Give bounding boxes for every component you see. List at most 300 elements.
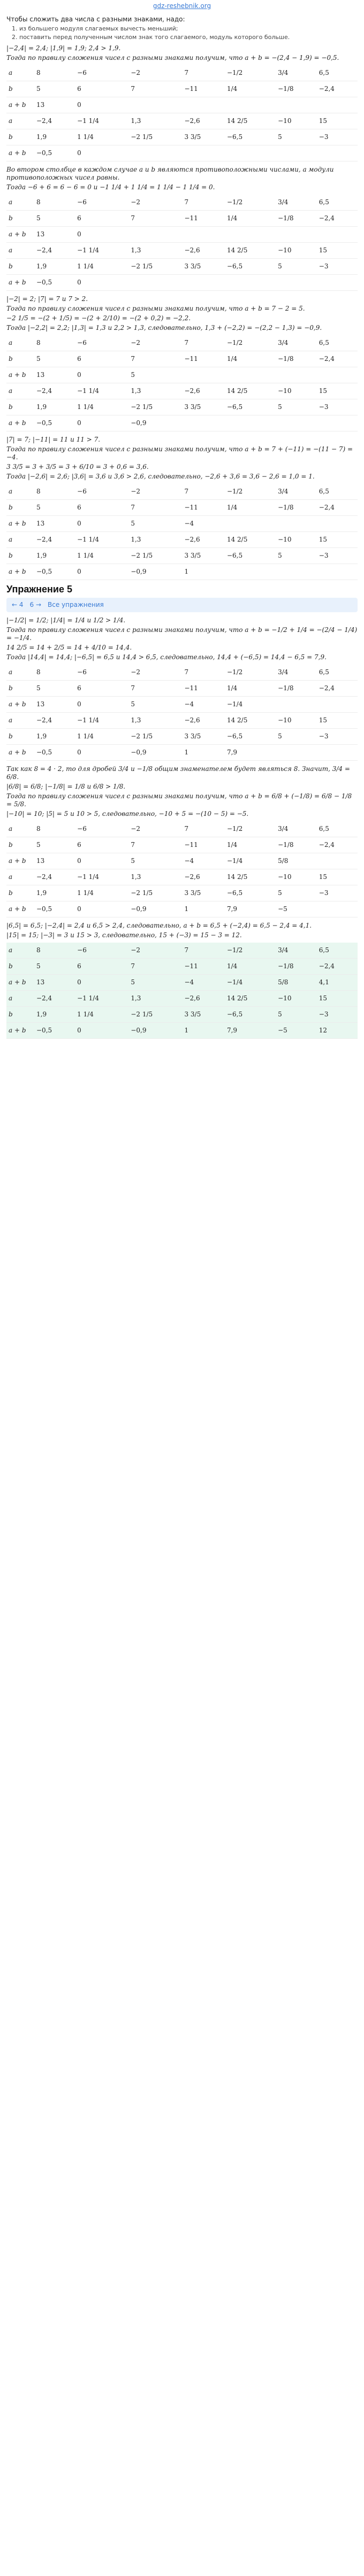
table-cell: 5 xyxy=(276,399,317,415)
table-row xyxy=(6,243,358,259)
table-cell xyxy=(225,97,276,113)
table-cell: 7 xyxy=(128,351,182,367)
row-label: a + b xyxy=(6,975,34,991)
row-label: a xyxy=(6,821,34,837)
table-cell: −2 xyxy=(128,821,182,837)
row-label: a xyxy=(6,665,34,681)
table-cell: −6,5 xyxy=(225,729,276,745)
table-cell: −6 xyxy=(75,65,128,81)
table-cell: 3/4 xyxy=(276,484,317,500)
table-cell: −0,5 xyxy=(34,145,75,161)
table-cell: 13 xyxy=(34,853,75,869)
table-cell: 1,3 xyxy=(128,113,182,129)
table-cell: −2,4 xyxy=(317,959,358,975)
table-cell xyxy=(225,275,276,291)
table-cell: 14 2/5 xyxy=(225,113,276,129)
row-label: a + b xyxy=(6,853,34,869)
table-cell: 6,5 xyxy=(317,943,358,959)
table-cell: −1/8 xyxy=(276,959,317,975)
table-row xyxy=(6,484,358,500)
table-cell: 5 xyxy=(34,351,75,367)
values-table xyxy=(6,943,358,1039)
row-label: a xyxy=(6,243,34,259)
table-cell xyxy=(276,275,317,291)
table-cell xyxy=(182,227,225,243)
exercise-pager xyxy=(6,598,358,612)
table-cell: 6 xyxy=(75,959,128,975)
table-cell: 6 xyxy=(75,81,128,97)
table-cell: 6 xyxy=(75,351,128,367)
table-cell: 8 xyxy=(34,65,75,81)
table-cell: 1/4 xyxy=(225,681,276,697)
table-cell: −2,6 xyxy=(182,383,225,399)
table-cell: −2 1/5 xyxy=(128,129,182,145)
table-cell: −2 xyxy=(128,484,182,500)
table-cell xyxy=(128,275,182,291)
row-label: a + b xyxy=(6,516,34,532)
table-cell: −6 xyxy=(75,484,128,500)
table-cell: 0 xyxy=(75,227,128,243)
table-cell: −1 1/4 xyxy=(75,713,128,729)
table-cell: 7,9 xyxy=(225,1023,276,1039)
table-cell: 3 3/5 xyxy=(182,399,225,415)
table-cell: 1 xyxy=(182,564,225,580)
table-cell: 0 xyxy=(75,901,128,917)
table-cell: 12 xyxy=(317,1023,358,1039)
table-cell: −0,9 xyxy=(128,1023,182,1039)
table-cell: 15 xyxy=(317,532,358,548)
table-cell: −2,4 xyxy=(34,991,75,1007)
table-cell: 0 xyxy=(75,275,128,291)
table-cell xyxy=(276,516,317,532)
table-cell: 1,9 xyxy=(34,885,75,901)
table-cell: −3 xyxy=(317,885,358,901)
table-cell: 3 3/5 xyxy=(182,1007,225,1023)
table-cell: 5 xyxy=(34,500,75,516)
explanation-line: Так как 8 = 4 · 2, то для дробей 3/4 и −1/8 общим знаменателем будет являться 8. Значит, 3/4 = 6/8. xyxy=(6,765,350,781)
table-cell: −1/8 xyxy=(276,81,317,97)
row-label: a + b xyxy=(6,697,34,713)
table-cell: −1/2 xyxy=(225,665,276,681)
table-cell: −11 xyxy=(182,837,225,853)
table-row xyxy=(6,975,358,991)
table-cell: 6 xyxy=(75,681,128,697)
table-cell: −0,9 xyxy=(128,901,182,917)
table-row xyxy=(6,901,358,917)
table-cell: 15 xyxy=(317,113,358,129)
table-cell: −5 xyxy=(276,1023,317,1039)
table-cell: −1/2 xyxy=(225,335,276,351)
table-cell: 3/4 xyxy=(276,65,317,81)
table-cell: 5 xyxy=(128,367,182,383)
table-row xyxy=(6,275,358,291)
table-cell: −4 xyxy=(182,516,225,532)
table-cell: −1/2 xyxy=(225,195,276,211)
explanation-line: Тогда по правилу сложения чисел с разными знаками получим, что a + b = −1/2 + 1/4 = −(2/4 − 1/4) = −1/4. xyxy=(6,626,358,642)
explanation-line: Тогда −6 + 6 = 6 − 6 = 0 и −1 1/4 + 1 1/4 = 1 1/4 − 1 1/4 = 0. xyxy=(6,183,215,191)
table-cell: −11 xyxy=(182,81,225,97)
row-label: b xyxy=(6,211,34,227)
table-cell: 7,9 xyxy=(225,745,276,761)
table-row xyxy=(6,367,358,383)
table-cell xyxy=(225,516,276,532)
row-label: b xyxy=(6,837,34,853)
table-cell: −1 1/4 xyxy=(75,383,128,399)
table-cell: 14 2/5 xyxy=(225,869,276,885)
table-cell: −2 1/5 xyxy=(128,1007,182,1023)
table-cell xyxy=(276,564,317,580)
table-cell xyxy=(182,97,225,113)
table-cell: 1,9 xyxy=(34,399,75,415)
table-cell: 1/4 xyxy=(225,837,276,853)
table-cell: −6,5 xyxy=(225,1007,276,1023)
values-table xyxy=(6,335,358,431)
explanation-line: |7| = 7; |−11| = 11 и 11 > 7. xyxy=(6,436,101,443)
prev-exercise-link[interactable]: ← 4 xyxy=(12,601,24,608)
table-cell: −2,4 xyxy=(317,81,358,97)
table-cell: −11 xyxy=(182,681,225,697)
table-cell: −2,4 xyxy=(317,681,358,697)
table-cell: 14 2/5 xyxy=(225,713,276,729)
table-cell: 6 xyxy=(75,837,128,853)
table-cell: 8 xyxy=(34,943,75,959)
table-cell: −10 xyxy=(276,383,317,399)
table-cell: 8 xyxy=(34,665,75,681)
row-label: a xyxy=(6,484,34,500)
table-cell: −0,5 xyxy=(34,745,75,761)
table-cell xyxy=(128,97,182,113)
row-label: b xyxy=(6,129,34,145)
table-cell: −2 xyxy=(128,335,182,351)
table-cell xyxy=(182,415,225,431)
table-cell: 7 xyxy=(182,821,225,837)
row-label: a xyxy=(6,195,34,211)
table-cell: 0 xyxy=(75,853,128,869)
table-cell: −6,5 xyxy=(225,399,276,415)
table-cell xyxy=(225,564,276,580)
table-cell: 0 xyxy=(75,367,128,383)
table-cell xyxy=(317,367,358,383)
table-cell: −0,5 xyxy=(34,415,75,431)
table-cell: −1/8 xyxy=(276,837,317,853)
table-cell: −6 xyxy=(75,943,128,959)
table-cell xyxy=(317,853,358,869)
table-cell: 3 3/5 xyxy=(182,259,225,275)
rule-item: 1. из большего модуля слагаемых вычесть меньший; xyxy=(19,25,358,33)
rule-item: 2. поставить перед полученным числом знак того слагаемого, модуль которого больше. xyxy=(19,34,358,41)
table-cell: 7,9 xyxy=(225,901,276,917)
table-cell: 0 xyxy=(75,1023,128,1039)
table-cell: −2,6 xyxy=(182,713,225,729)
table-cell xyxy=(276,697,317,713)
table-cell: −10 xyxy=(276,113,317,129)
table-cell: 1,9 xyxy=(34,259,75,275)
table-cell xyxy=(317,901,358,917)
table-cell: −1/8 xyxy=(276,351,317,367)
table-cell: 0 xyxy=(75,97,128,113)
intro-lead: Чтобы сложить два числа с разными знаками, надо: xyxy=(6,16,185,23)
table-cell xyxy=(276,745,317,761)
table-cell: −10 xyxy=(276,532,317,548)
table-cell: 1 1/4 xyxy=(75,399,128,415)
table-cell: −6 xyxy=(75,335,128,351)
row-label: b xyxy=(6,500,34,516)
table-row xyxy=(6,65,358,81)
table-cell: 13 xyxy=(34,97,75,113)
table-cell: 5 xyxy=(34,959,75,975)
table-row xyxy=(6,729,358,745)
next-exercise-link[interactable]: 6 → xyxy=(29,601,42,608)
table-cell: −1/2 xyxy=(225,943,276,959)
table-cell: −1/2 xyxy=(225,484,276,500)
table-cell: 7 xyxy=(182,665,225,681)
row-label: b xyxy=(6,399,34,415)
table-row xyxy=(6,383,358,399)
table-cell xyxy=(317,145,358,161)
table-cell: −1/8 xyxy=(276,211,317,227)
table-cell: 7 xyxy=(182,484,225,500)
explanation-line: |−1/2| = 1/2; |1/4| = 1/4 и 1/2 > 1/4. xyxy=(6,616,126,624)
table-cell xyxy=(182,145,225,161)
explanation-line: Тогда по правилу сложения чисел с разными знаками получим, что a + b = 6/8 + (−1/8) = 6/8 − 1/8 = 5/8. xyxy=(6,792,352,808)
table-cell: −1/4 xyxy=(225,853,276,869)
table-cell: 5 xyxy=(34,837,75,853)
table-cell: 15 xyxy=(317,869,358,885)
table-cell: 5 xyxy=(276,729,317,745)
table-cell: −2 1/5 xyxy=(128,399,182,415)
table-row xyxy=(6,869,358,885)
table-cell xyxy=(317,564,358,580)
section-title: Упражнение 5 xyxy=(6,584,72,595)
table-cell xyxy=(276,415,317,431)
table-cell: 5 xyxy=(276,129,317,145)
row-label: b xyxy=(6,351,34,367)
explanation-line: |−2| = 2; |7| = 7 и 7 > 2. xyxy=(6,295,88,303)
table-row xyxy=(6,97,358,113)
table-cell xyxy=(128,227,182,243)
table-cell: 15 xyxy=(317,243,358,259)
explanation-line: |6,5| = 6,5; |−2,4| = 2,4 и 6,5 > 2,4, следовательно, a + b = 6,5 + (−2,4) = 6,5 − 2,4 = 4,1. xyxy=(6,922,312,929)
table-cell: −1/2 xyxy=(225,65,276,81)
table-cell: −0,5 xyxy=(34,1023,75,1039)
table-row xyxy=(6,335,358,351)
table-cell xyxy=(317,275,358,291)
table-row xyxy=(6,351,358,367)
table-cell: −3 xyxy=(317,729,358,745)
table-cell: −1 1/4 xyxy=(75,243,128,259)
table-cell: 0 xyxy=(75,745,128,761)
table-row xyxy=(6,665,358,681)
table-cell: −1/4 xyxy=(225,697,276,713)
table-row xyxy=(6,227,358,243)
table-cell: 7 xyxy=(182,195,225,211)
table-cell: −0,5 xyxy=(34,901,75,917)
table-row xyxy=(6,259,358,275)
table-row xyxy=(6,681,358,697)
row-label: a + b xyxy=(6,564,34,580)
table-cell: −10 xyxy=(276,713,317,729)
table-cell: 1 1/4 xyxy=(75,1007,128,1023)
table-cell xyxy=(317,697,358,713)
table-row xyxy=(6,853,358,869)
table-cell: 3 3/5 xyxy=(182,129,225,145)
table-cell: 6,5 xyxy=(317,335,358,351)
table-cell: −2,4 xyxy=(317,500,358,516)
table-cell: −10 xyxy=(276,869,317,885)
row-label: a + b xyxy=(6,745,34,761)
table-cell: −6 xyxy=(75,665,128,681)
table-cell: 1 1/4 xyxy=(75,548,128,564)
table-cell xyxy=(225,367,276,383)
table-cell: −0,9 xyxy=(128,415,182,431)
table-cell: −2 1/5 xyxy=(128,729,182,745)
explanation-line: 14 2/5 = 14 + 2/5 = 14 + 4/10 = 14,4. xyxy=(6,644,132,651)
table-cell: −0,9 xyxy=(128,745,182,761)
row-label: a + b xyxy=(6,227,34,243)
table-cell xyxy=(317,745,358,761)
table-cell: −2,4 xyxy=(34,383,75,399)
table-cell: 6,5 xyxy=(317,665,358,681)
table-cell: 5 xyxy=(276,259,317,275)
table-cell: 5/8 xyxy=(276,975,317,991)
table-cell: 14 2/5 xyxy=(225,532,276,548)
table-cell: 3 3/5 xyxy=(182,729,225,745)
table-row xyxy=(6,500,358,516)
row-label: b xyxy=(6,81,34,97)
table-cell: −2,4 xyxy=(34,869,75,885)
all-exercises-link[interactable]: Все упражнения xyxy=(48,601,104,608)
table-row xyxy=(6,113,358,129)
table-cell: 0 xyxy=(75,975,128,991)
table-cell: −2 xyxy=(128,195,182,211)
explanation-line: Тогда по правилу сложения чисел с разными знаками получим, что a + b = 7 − 2 = 5. xyxy=(6,305,305,312)
solution-blocks-part-2 xyxy=(6,616,358,1039)
table-cell: −6,5 xyxy=(225,548,276,564)
table-cell: −3 xyxy=(317,259,358,275)
table-cell xyxy=(317,227,358,243)
table-cell: 8 xyxy=(34,335,75,351)
row-label: b xyxy=(6,885,34,901)
table-cell: 1,3 xyxy=(128,532,182,548)
explanation-line: |6/8| = 6/8; |−1/8| = 1/8 и 6/8 > 1/8. xyxy=(6,783,126,790)
table-cell: 5 xyxy=(276,548,317,564)
table-cell: −1/8 xyxy=(276,500,317,516)
table-row xyxy=(6,1023,358,1039)
table-cell: −2 1/5 xyxy=(128,548,182,564)
table-cell: −1 1/4 xyxy=(75,113,128,129)
explanation-line: Тогда |−2,2| = 2,2; |1,3| = 1,3 и 2,2 > 1,3, следовательно, 1,3 + (−2,2) = −(2,2 − 1,3) = −0,9. xyxy=(6,324,322,331)
table-cell: 15 xyxy=(317,713,358,729)
table-cell: 3/4 xyxy=(276,665,317,681)
explanation-line: Тогда по правилу сложения чисел с разными знаками получим, что a + b = 7 + (−11) = −(11 − 7) = −4. xyxy=(6,445,353,461)
table-cell: 0 xyxy=(75,516,128,532)
table-cell: −1 1/4 xyxy=(75,869,128,885)
table-cell: 13 xyxy=(34,697,75,713)
table-cell xyxy=(276,145,317,161)
table-cell xyxy=(128,145,182,161)
table-row xyxy=(6,713,358,729)
table-cell: −4 xyxy=(182,853,225,869)
table-cell: 14 2/5 xyxy=(225,991,276,1007)
table-cell: 8 xyxy=(34,484,75,500)
table-cell: 1 1/4 xyxy=(75,129,128,145)
table-cell: −2,4 xyxy=(34,113,75,129)
table-cell: 5 xyxy=(128,697,182,713)
row-label: b xyxy=(6,1007,34,1023)
row-label: b xyxy=(6,959,34,975)
table-cell xyxy=(317,516,358,532)
table-cell: 3/4 xyxy=(276,195,317,211)
table-cell: 3 3/5 xyxy=(182,885,225,901)
table-cell: −2,6 xyxy=(182,243,225,259)
table-cell: −11 xyxy=(182,211,225,227)
table-cell xyxy=(317,415,358,431)
table-cell: 7 xyxy=(128,81,182,97)
table-cell: 5/8 xyxy=(276,853,317,869)
table-cell: 7 xyxy=(128,837,182,853)
row-label: a xyxy=(6,335,34,351)
table-cell: 7 xyxy=(128,211,182,227)
table-cell: 8 xyxy=(34,821,75,837)
table-cell: −6,5 xyxy=(225,129,276,145)
values-table xyxy=(6,665,358,761)
table-cell: −0,5 xyxy=(34,275,75,291)
table-cell: −5 xyxy=(276,901,317,917)
table-cell: 1/4 xyxy=(225,211,276,227)
table-cell: 15 xyxy=(317,991,358,1007)
table-cell: −2,4 xyxy=(317,837,358,853)
table-cell: 3/4 xyxy=(276,943,317,959)
table-cell: −1 1/4 xyxy=(75,532,128,548)
table-cell: −6 xyxy=(75,195,128,211)
table-cell: 1 1/4 xyxy=(75,885,128,901)
table-cell: 1,3 xyxy=(128,991,182,1007)
explanation-line: 3 3/5 = 3 + 3/5 = 3 + 6/10 = 3 + 0,6 = 3,6. xyxy=(6,463,149,471)
table-cell xyxy=(225,227,276,243)
table-cell: 13 xyxy=(34,516,75,532)
site-link[interactable]: gdz-reshebnik.org xyxy=(153,2,211,10)
table-cell: −1/8 xyxy=(276,681,317,697)
table-cell: 14 2/5 xyxy=(225,243,276,259)
table-cell: −1/2 xyxy=(225,821,276,837)
explanation-line: Во втором столбце в каждом случае a и b являются противоположными числами, а модули противоположных чисел равны. xyxy=(6,166,334,181)
explanation-line: Тогда |−2,6| = 2,6; |3,6| = 3,6 и 3,6 > 2,6, следовательно, −2,6 + 3,6 = 3,6 − 2,6 = 1,0 = 1. xyxy=(6,473,315,480)
table-cell: 1 1/4 xyxy=(75,259,128,275)
table-cell: 6,5 xyxy=(317,195,358,211)
row-label: a + b xyxy=(6,275,34,291)
site-header xyxy=(0,0,364,12)
table-cell xyxy=(276,367,317,383)
table-cell: −2 xyxy=(128,943,182,959)
table-cell: −0,9 xyxy=(128,564,182,580)
table-cell: 3/4 xyxy=(276,335,317,351)
table-row xyxy=(6,885,358,901)
table-cell: 13 xyxy=(34,227,75,243)
explanation-line: |15| = 15; |−3| = 3 и 15 > 3, следовательно, 15 + (−3) = 15 − 3 = 12. xyxy=(6,931,242,939)
table-cell: 1 xyxy=(182,745,225,761)
table-cell: 1,9 xyxy=(34,729,75,745)
table-cell: −1 1/4 xyxy=(75,991,128,1007)
row-label: a xyxy=(6,713,34,729)
table-row xyxy=(6,129,358,145)
table-cell: 6 xyxy=(75,211,128,227)
row-label: b xyxy=(6,548,34,564)
table-cell: 1/4 xyxy=(225,351,276,367)
table-cell: 7 xyxy=(128,681,182,697)
table-row xyxy=(6,991,358,1007)
explanation-line: |−2,4| = 2,4; |1,9| = 1,9; 2,4 > 1,9. xyxy=(6,44,121,52)
table-cell: 1/4 xyxy=(225,81,276,97)
